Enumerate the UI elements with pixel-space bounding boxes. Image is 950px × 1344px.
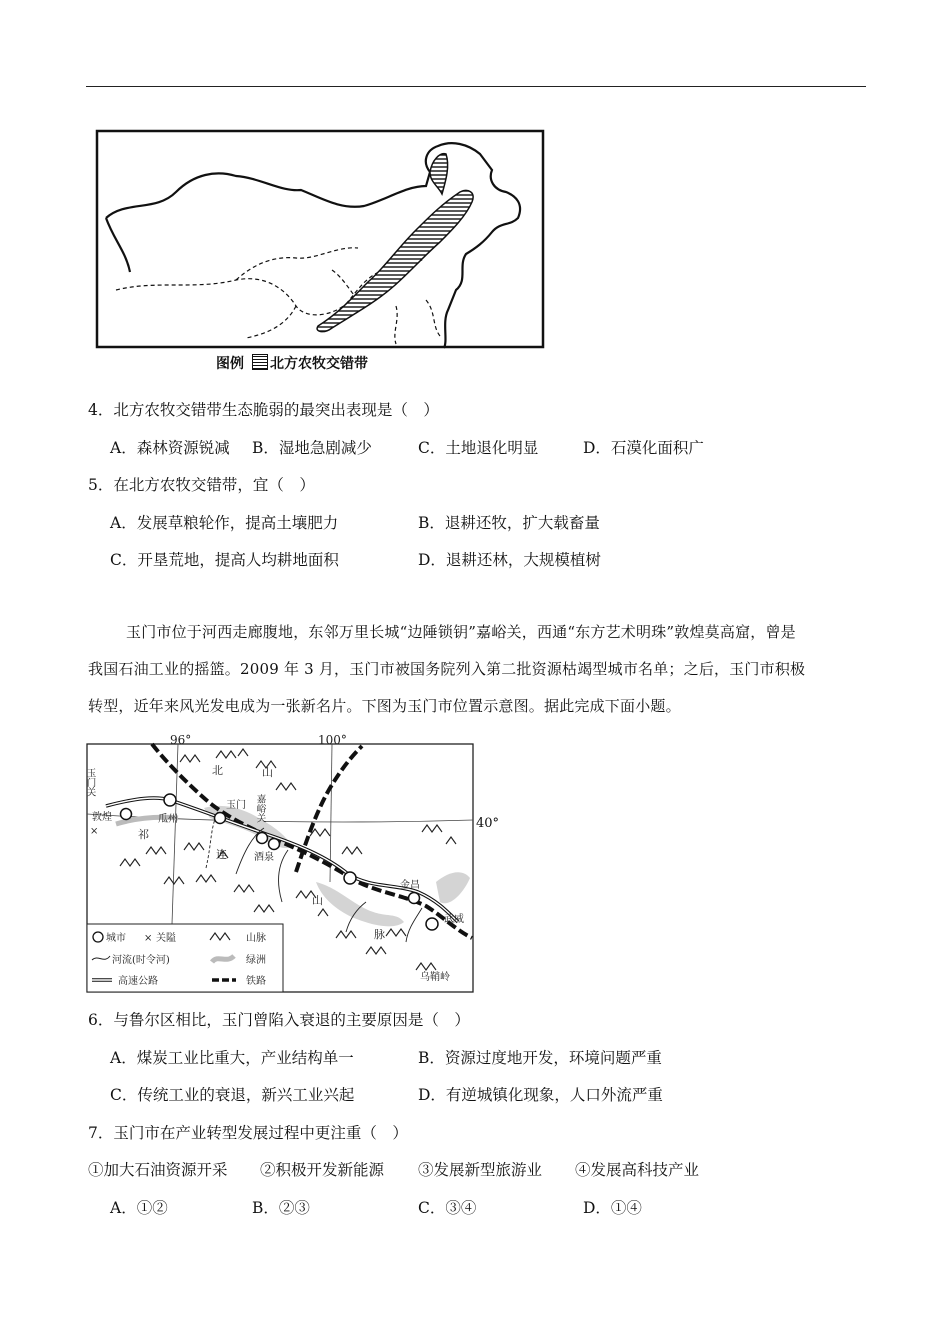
jiayuguan-label: 嘉峪关 <box>254 794 266 823</box>
beishan-bei-label: 北 <box>212 764 223 777</box>
passage-line-1: 玉门市位于河西走廊腹地，东邻万里长城“边陲锁钥”嘉峪关，西通“东方艺术明珠”敦煌莫高窟，曾是 <box>126 623 796 641</box>
legend-item: 北方农牧交错带 <box>270 356 368 372</box>
yumenguan-label: 玉门关 <box>84 768 96 797</box>
header-rule <box>86 86 866 87</box>
map1-legend <box>216 353 368 373</box>
jinchang-label: 金昌 <box>400 880 420 891</box>
guazhou-dot <box>164 794 176 806</box>
lat-40-label-outer: 40° <box>476 816 500 831</box>
qilian-mai-label: 脉 <box>374 928 385 941</box>
q5-option-a[interactable]: A．发展草粮轮作，提高土壤肥力 <box>110 514 339 532</box>
legend-city-label: 城市 <box>106 933 126 944</box>
q6-stem: 6．与鲁尔区相比，玉门曾陷入衰退的主要原因是（ ） <box>88 1011 470 1029</box>
q6-option-d[interactable]: D．有逆城镇化现象，人口外流严重 <box>418 1086 663 1104</box>
jinchang-dot <box>409 893 420 904</box>
q6-option-c[interactable]: C．传统工业的衰退，新兴工业兴起 <box>110 1086 355 1104</box>
q6-option-a[interactable]: A．煤炭工业比重大，产业结构单一 <box>110 1049 354 1067</box>
legend-city-icon <box>93 932 103 942</box>
q5-stem: 5．在北方农牧交错带，宜（ ） <box>88 476 315 494</box>
wushaoling-label: 乌鞘岭 <box>420 972 450 983</box>
q5-option-b[interactable]: B．退耕还牧，扩大载畜量 <box>418 514 600 532</box>
jiuquan-dot <box>269 839 280 850</box>
passage <box>88 614 864 725</box>
q4-option-a[interactable]: A．森林资源锐减 <box>110 439 230 457</box>
guazhou-label: 瓜州 <box>158 814 178 825</box>
q4-option-b[interactable]: B．湿地急剧减少 <box>252 439 372 457</box>
q5-option-d[interactable]: D．退耕还林，大规模植树 <box>418 551 601 569</box>
q7-item-4: ④发展高科技产业 <box>575 1161 700 1179</box>
qilian-qi-label: 祁 <box>138 828 149 841</box>
legend-pass-icon: × <box>144 933 153 944</box>
jiuquan-label: 酒泉 <box>254 852 274 863</box>
wuwei-dot <box>426 918 438 930</box>
jiayuguan-dot <box>257 833 268 844</box>
passage-line-2: 我国石油工业的摇篮。2009 年 3 月，玉门市被国务院列入第二批资源枯竭型城市名单；之后，玉门市积极 <box>88 660 806 678</box>
q7-option-a[interactable]: A．①② <box>110 1199 168 1217</box>
q7-option-c[interactable]: C．③④ <box>418 1199 477 1217</box>
q7-item-2: ②积极开发新能源 <box>260 1161 385 1179</box>
q7-item-3: ③发展新型旅游业 <box>418 1161 543 1179</box>
q4-option-d[interactable]: D．石漠化面积广 <box>583 439 704 457</box>
q4-stem: 4．北方农牧交错带生态脆弱的最突出表现是（ ） <box>88 401 439 419</box>
legend-river-label: 河流(时令河) <box>112 955 170 966</box>
q5-option-c[interactable]: C．开垦荒地，提高人均耕地面积 <box>110 551 339 569</box>
wuwei-label: 武威 <box>444 914 464 925</box>
q7-stem: 7．玉门市在产业转型发展过程中更注重（ ） <box>88 1124 408 1142</box>
lon-100-label: 100° <box>318 733 347 747</box>
q7-option-b[interactable]: B．②③ <box>252 1199 310 1217</box>
qilian-lian-label: 连 <box>216 848 227 861</box>
yumen-label: 玉门 <box>226 800 246 811</box>
passage-line-3: 转型，近年来风光发电成为一张新名片。下图为玉门市位置示意图。据此完成下面小题。 <box>88 697 681 715</box>
dunhuang-label: 敦煌 <box>92 812 112 823</box>
pass-marker-icon: × <box>90 826 99 837</box>
legend-label: 图例 <box>216 356 244 372</box>
q7-option-d[interactable]: D．①④ <box>583 1199 642 1217</box>
qilian-shan-label: 山 <box>312 894 323 907</box>
city-dot <box>344 872 356 884</box>
hatch-swatch-icon <box>252 354 268 370</box>
legend-highway-label: 高速公路 <box>118 976 158 987</box>
q4-option-c[interactable]: C．土地退化明显 <box>418 439 539 457</box>
lon-96-label: 96° <box>170 733 192 747</box>
beishan-shan-label: 山 <box>262 766 273 779</box>
legend-pass-label: 关隘 <box>156 933 176 944</box>
yumen-dot <box>215 813 226 824</box>
legend-railway-label: 铁路 <box>246 976 266 987</box>
legend-mountain-label: 山脉 <box>246 933 266 944</box>
legend-oasis-label: 绿洲 <box>246 955 266 966</box>
dunhuang-dot <box>121 809 132 820</box>
yumen-location-map <box>86 732 476 994</box>
north-china-map <box>96 130 544 348</box>
q6-option-b[interactable]: B．资源过度地开发，环境问题严重 <box>418 1049 662 1067</box>
q7-item-1: ①加大石油资源开采 <box>88 1161 228 1179</box>
